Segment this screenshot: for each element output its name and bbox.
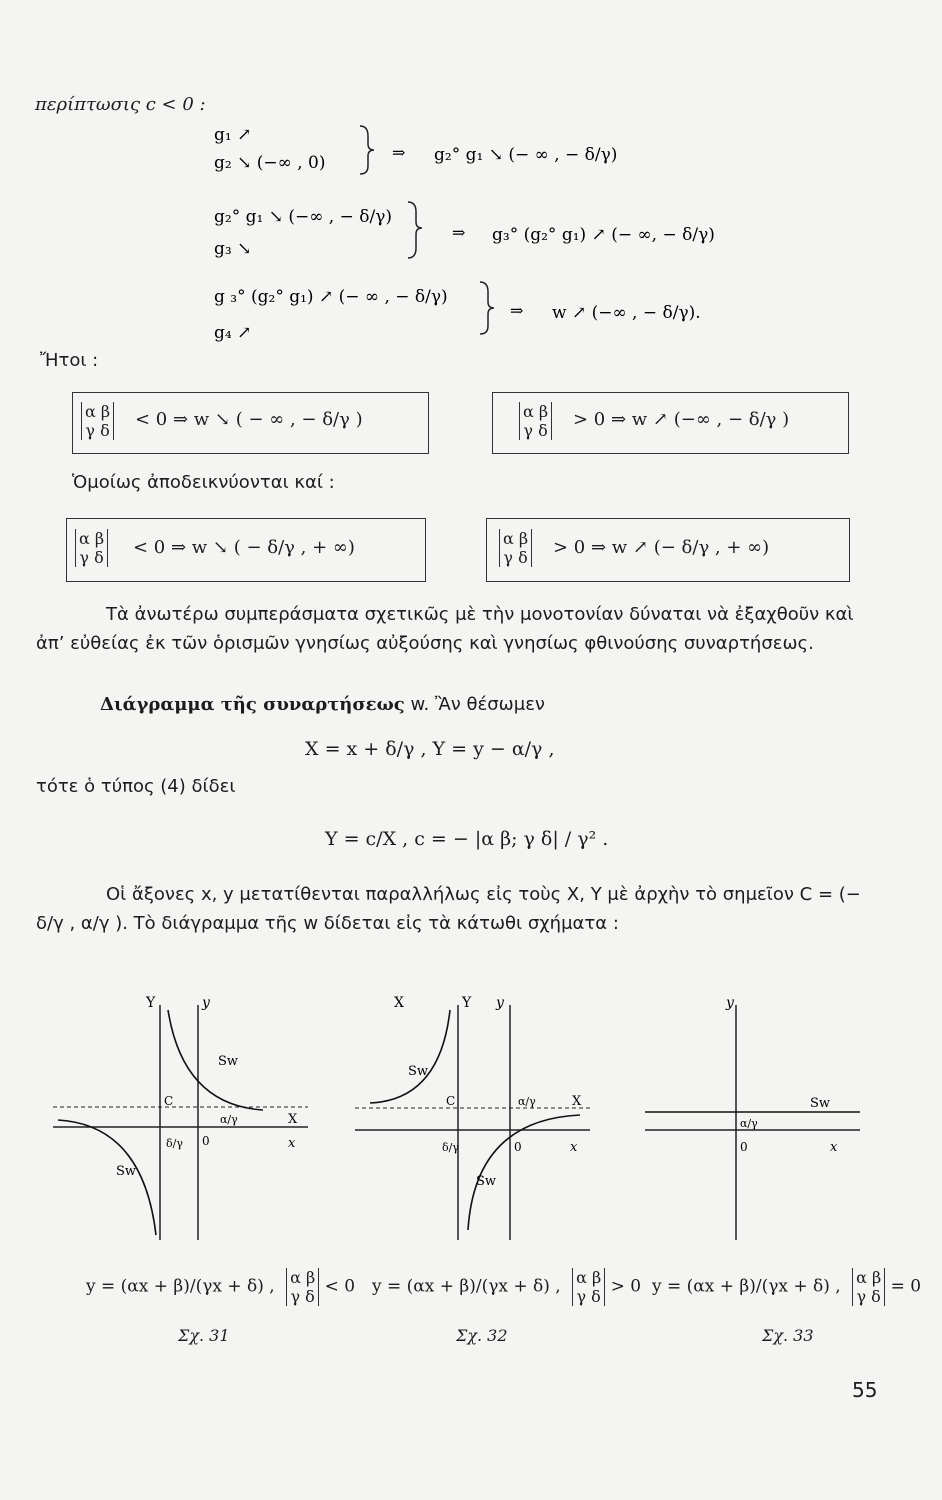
fig33-formula: y = (αx + β)/(γx + δ) , [652, 1276, 841, 1297]
row3-left-a: g ₃° (g₂° g₁) ↗ (− ∞ , − δ/γ) [214, 287, 448, 307]
fig32-Y: Y [462, 995, 472, 1011]
figure-31 [48, 985, 318, 1255]
det-row-a: α β [503, 529, 529, 548]
det-row-b: γ δ [85, 421, 110, 440]
box1-text: < 0 ⇒ w ↘ ( − ∞ , − δ/γ ) [135, 409, 363, 430]
row1-right: g₂° g₁ ↘ (− ∞ , − δ/γ) [434, 145, 618, 165]
result-box-4 [486, 518, 850, 582]
fig31-caption: Σχ. 31 [178, 1326, 230, 1345]
fig32-C: C [446, 1094, 456, 1108]
case-label: περίπτωσις c < 0 : [35, 94, 206, 115]
det-row-b: γ δ [79, 548, 104, 567]
fig31-Sw: Sw [218, 1054, 239, 1069]
fig33-ag: α/γ [740, 1117, 758, 1130]
derivation-block [180, 118, 780, 350]
fig33-condition: = 0 [890, 1276, 922, 1297]
row2-brace [408, 202, 422, 258]
box3-text: < 0 ⇒ w ↘ ( − δ/γ , + ∞) [133, 537, 355, 558]
htoi-label: Ἤτοι : [40, 350, 99, 371]
det-row-a: α β [85, 402, 111, 421]
fig31-x: x [288, 1136, 296, 1151]
fig32-Xr: X [572, 1094, 582, 1109]
similarly-text: Ὁμοίως ἀποδεικνύονται καί : [72, 472, 335, 493]
row1-implies: ⇒ [392, 143, 406, 162]
determinant [81, 402, 114, 440]
diagram-heading-rest: w. Ἂν θέσωμεν [404, 694, 545, 715]
result-box-1 [72, 392, 429, 454]
fig31-formula: y = (αx + β)/(γx + δ) , [86, 1276, 275, 1297]
paragraph-axes: Οἱ ἄξονες x, y μετατίθενται παραλλήλως εἰς τοὺς X, Y μὲ ἀρχὴν τὸ σημεῖον C = (− δ/γ , α/γ ). Τὸ διάγραμμα τῆς w δίδεται εἰς τὰ κάτωθι σχήματα : [36, 884, 861, 934]
fig33-Sw: Sw [810, 1096, 831, 1111]
fig33-formula-line [652, 1268, 921, 1306]
fig32-Sw: Sw [408, 1064, 429, 1079]
fig31-X: X [288, 1112, 298, 1127]
determinant [75, 529, 108, 567]
page-number: 55 [852, 1378, 878, 1402]
fig32-X: X [394, 995, 404, 1011]
fig32-O: 0 [514, 1140, 522, 1154]
result-box-2 [492, 392, 849, 454]
paragraph-monotonicity: Τὰ ἀνωτέρω συμπεράσματα σχετικῶς μὲ τὴν μονοτονίαν δύναται νὰ ἐξαχθοῦν καὶ ἀπ’ εὐθείας ἐκ τῶν ὁρισμῶν γνησίως αὐξούσης καὶ γνησίως φθινούσης συναρτήσεως. [36, 604, 854, 654]
formula-intro: τότε ὁ τύπος (4) δίδει [36, 776, 236, 797]
figure-33 [640, 985, 870, 1255]
row1-brace [360, 126, 374, 174]
determinant [519, 402, 552, 440]
row3-right: w ↗ (−∞ , − δ/γ). [552, 303, 701, 323]
fig33-y: y [726, 995, 734, 1011]
fig31-O: 0 [202, 1134, 210, 1148]
fig33-O: 0 [740, 1140, 748, 1154]
fig31-condition: < 0 [324, 1276, 356, 1297]
fig31-formula-line [86, 1268, 355, 1306]
row2-left-b: g₃ ↘ [214, 239, 252, 259]
fig33-x: x [830, 1140, 838, 1155]
diagram-heading: Διάγραμμα τῆς συναρτήσεως [100, 694, 405, 715]
fig32-y: y [496, 995, 504, 1011]
fig32-formula: y = (αx + β)/(γx + δ) , [372, 1276, 561, 1297]
fig31-dg: δ/γ [166, 1137, 183, 1150]
fig32-ag: α/γ [518, 1095, 536, 1108]
row2-right: g₃° (g₂° g₁) ↗ (− ∞, − δ/γ) [492, 225, 715, 245]
determinant [499, 529, 532, 567]
det-row-b: γ δ [503, 548, 528, 567]
row1-left-b: g₂ ↘ (−∞ , 0) [214, 153, 326, 173]
row3-left-b: g₄ ↗ [214, 323, 252, 343]
fig32-x: x [570, 1140, 578, 1155]
box2-text: > 0 ⇒ w ↗ (−∞ , − δ/γ ) [573, 409, 790, 430]
det-row-a: α β [79, 529, 105, 548]
fig33-caption: Σχ. 33 [762, 1326, 814, 1345]
fig32-dg: δ/γ [442, 1141, 459, 1154]
det-row-b: γ δ [523, 421, 548, 440]
fig31-Y: Y [146, 995, 156, 1011]
row3-implies: ⇒ [510, 301, 524, 320]
row2-left-a: g₂° g₁ ↘ (−∞ , − δ/γ) [214, 207, 393, 227]
fig32-Sw2: Sw [476, 1174, 497, 1189]
row1-left-a: g₁ ↗ [214, 125, 252, 145]
row2-implies: ⇒ [452, 223, 466, 242]
row3-brace [480, 282, 494, 334]
fig31-ag: α/γ [220, 1113, 238, 1126]
result-box-3 [66, 518, 426, 582]
determinant: α β γ δ [286, 1268, 319, 1306]
hyperbola-formula: Y = c/X , c = − |α β; γ δ| / γ² . [325, 828, 609, 850]
fig32-condition: > 0 [610, 1276, 642, 1297]
fig31-y: y [202, 995, 210, 1011]
fig31-C: C [164, 1094, 174, 1108]
substitution-formula: X = x + δ/γ , Y = y − α/γ , [305, 738, 555, 760]
box4-text: > 0 ⇒ w ↗ (− δ/γ , + ∞) [553, 537, 770, 558]
determinant: α β γ δ [572, 1268, 605, 1306]
figure-32 [350, 985, 600, 1255]
det-row-a: α β [523, 402, 549, 421]
determinant: α β γ δ [852, 1268, 885, 1306]
diagram-heading-line [100, 694, 545, 715]
fig31-Sw2: Sw [116, 1164, 137, 1179]
fig32-caption: Σχ. 32 [456, 1326, 508, 1345]
fig32-formula-line [372, 1268, 641, 1306]
